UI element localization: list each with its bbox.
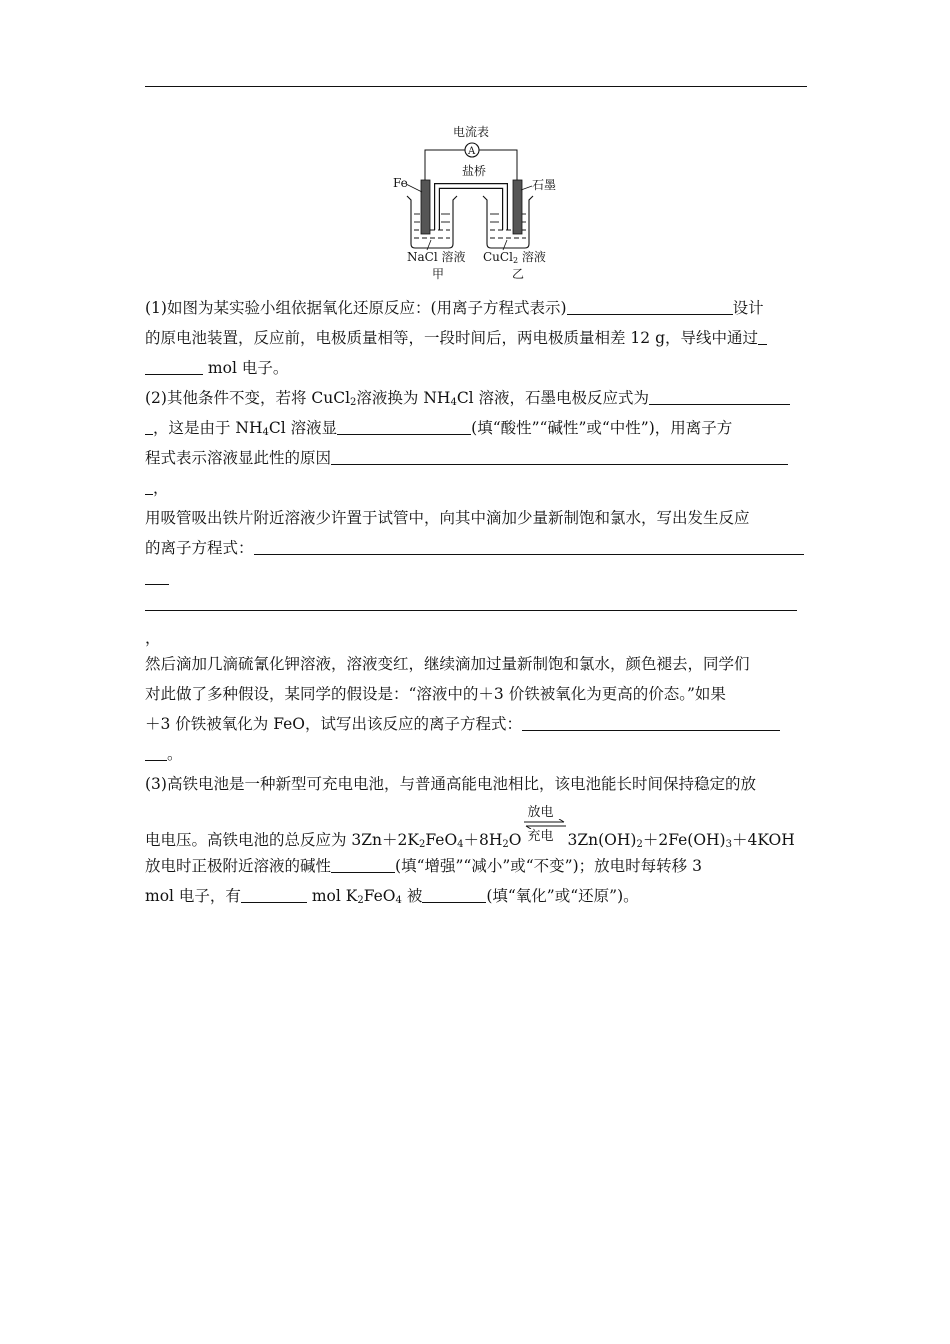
q1-line2: 的原电池装置，反应前，电极质量相等，一段时间后，两电极质量相差 12 g，导线中通过 — [145, 328, 767, 348]
beaker-jia-label: 甲 — [432, 267, 445, 281]
q2-blank-reason[interactable] — [331, 448, 788, 465]
q3-line1: (3)高铁电池是一种新型可充电电池，与普通高能电池相比，该电池能长时间保持稳定的放 — [145, 775, 756, 793]
q2-line10: 然后滴加几滴硫氰化钾溶液，溶液变红，继续滴加过量新制饱和氯水，颜色褪去，同学们 — [145, 655, 750, 673]
q3-blank-moles[interactable] — [241, 886, 307, 903]
q1-blank-electrons[interactable] — [145, 358, 203, 375]
cucl2-label: CuCl2 溶液 — [483, 250, 546, 265]
q2-blank-electrode-reaction[interactable] — [649, 388, 790, 405]
arrow-discharge-label: 放电 — [527, 805, 554, 820]
q2-answer-line[interactable] — [145, 610, 797, 611]
q2-blank-acidity[interactable] — [337, 418, 471, 435]
left-solution-dashes — [414, 214, 450, 238]
q2-line3: 程式表示溶液显此性的原因 — [145, 448, 788, 468]
q1-line3: mol 电子。 — [145, 358, 288, 378]
q1-blank-equation[interactable] — [567, 298, 733, 315]
q3-line3: 放电时正极附近溶液的碱性 (填“增强”“减小”或“不变”)；放电时每转移 3 — [145, 857, 702, 875]
q1-line1: (1)如图为某实验小组依据氧化还原反应：(用离子方程式表示) 设计 — [145, 299, 764, 317]
q3-line2: 电电压。高铁电池的总反应为 $3Zn+2K_2FeO_4+8H_2O$ 放电 充电 $3Zn(OH)_2+2Fe(OH)_3+4KOH$ — [145, 805, 795, 850]
q2-line5: 用吸管吸出铁片附近溶液少许置于试管中，向其中滴加少量新制饱和氯水，写出发生反应 — [145, 509, 750, 527]
q2-line2: ，这是由于 $NH_4Cl$ 溶液显 (填“酸性”“碱性”或“中性”)，用离子方 — [145, 418, 732, 438]
reversible-arrow — [522, 805, 568, 845]
q3-blank-redox[interactable] — [422, 886, 486, 903]
graphite-label: 石墨 — [532, 178, 557, 192]
q3-line4: mol 电子，有 mol $K_2FeO_4$ 被 (填“氧化”或“还原”)。 — [145, 887, 639, 906]
ammeter-label: 电流表 — [453, 125, 490, 139]
beaker-yi-label: 乙 — [512, 267, 525, 281]
q2-line12: ＋3 价铁被氧化为 FeO，试写出该反应的离子方程式： — [145, 714, 780, 734]
q3-blank-alkalinity[interactable] — [331, 856, 395, 873]
header-rule — [145, 86, 807, 87]
salt-bridge-label: 盐桥 — [462, 164, 487, 178]
salt-bridge — [437, 186, 505, 230]
galvanic-cell-diagram — [385, 118, 565, 290]
q2-line6: 的离子方程式： — [145, 538, 804, 558]
q2-blank-feo-equation[interactable] — [522, 714, 780, 731]
q2-line7 — [145, 568, 169, 588]
ammeter-symbol: A — [468, 146, 476, 157]
q2-blank-ion-equation[interactable] — [254, 538, 804, 555]
q2-line11: 对此做了多种假设，某同学的假设是：“溶液中的＋3 价铁被氧化为更高的价态。”如果 — [145, 685, 726, 703]
fe-electrode — [421, 180, 430, 234]
nacl-label: NaCl 溶液 — [407, 250, 466, 264]
left-wire — [425, 150, 465, 180]
q2-line1: (2)其他条件不变，若将 CuCl$_2$溶液换为 $NH_4Cl$ 溶液，石墨电极反应式为 — [145, 388, 790, 408]
q2-line13: 。 — [145, 744, 183, 764]
arrow-charge-label: 充电 — [527, 829, 554, 844]
graphite-electrode — [513, 180, 522, 234]
q2-line4: ， — [145, 478, 169, 498]
fe-label: Fe — [393, 176, 408, 190]
q2-line9: ， — [145, 629, 161, 647]
galvanic-cell-svg — [385, 118, 565, 290]
